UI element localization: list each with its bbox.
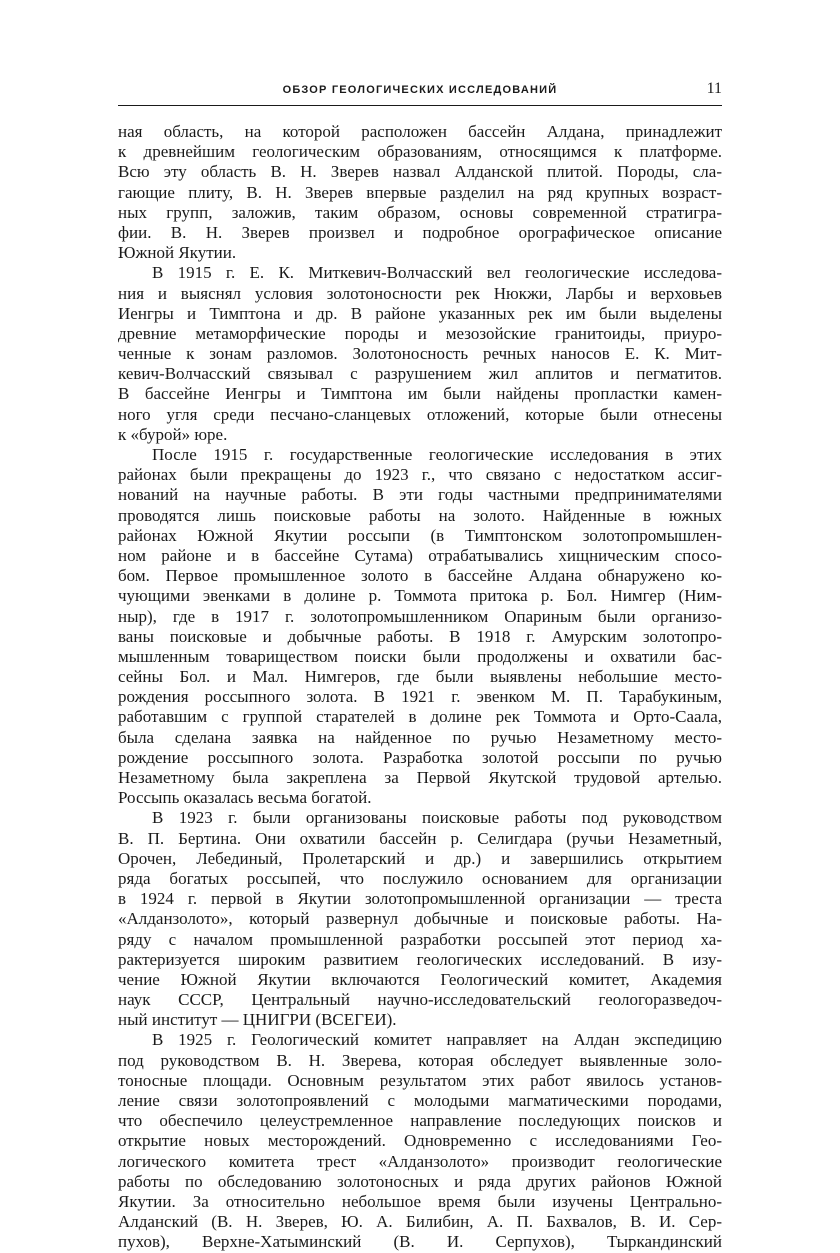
text-line: нований на научные работы. В эти годы частными предпринимателями <box>118 485 722 505</box>
page-number: 11 <box>706 80 722 97</box>
text-line: гающие плиту, В. Н. Зверев впервые разделил на ряд крупных возраст- <box>118 182 722 202</box>
text-line: что обеспечило целеустремленное направление последующих поисков и <box>118 1111 722 1131</box>
running-title: ОБЗОР ГЕОЛОГИЧЕСКИХ ИССЛЕДОВАНИЙ <box>282 84 558 96</box>
text-line: чение Южной Якутии включаются Геологический комитет, Академия <box>118 969 722 989</box>
text-line: ный институт — ЦНИГРИ (ВСЕГЕИ). <box>118 1010 397 1030</box>
text-line: ном районе и в бассейне Сутама) отрабатывались хищническим спосо- <box>118 545 722 565</box>
text-line: Якутии. За относительно небольшое время были изучены Центрально- <box>118 1191 722 1211</box>
text-line: кевич-Волчасский связывал с разрушением жил аплитов и пегматитов. <box>118 364 722 384</box>
text-line: древние метаморфические породы и мезозойские гранитоиды, приуро- <box>118 323 722 343</box>
text-line: бом. Первое промышленное золото в бассейне Алдана обнаружено ко- <box>118 566 722 586</box>
text-line: Южной Якутии. <box>118 243 237 263</box>
text-line: В 1923 г. были организованы поисковые работы под руководством <box>152 808 722 828</box>
text-line: к «бурой» юре. <box>118 424 228 444</box>
text-line: ченные к зонам разломов. Золотоносность речных наносов Е. К. Мит- <box>118 344 722 364</box>
text-line: ныр), где в 1917 г. золотопромышленником Опариным были организо- <box>118 606 722 626</box>
text-line: чующими эвенками в долине р. Томмота притока р. Бол. Нимгер (Ним- <box>118 586 722 606</box>
text-line: В 1915 г. Е. К. Миткевич-Волчасский вел геологические исследова- <box>152 263 722 283</box>
text-line: тоносные площади. Основным результатом этих работ явилось установ- <box>118 1070 722 1090</box>
text-line: к древнейшим геологическим образованиям, относящимся к платформе. <box>118 142 722 162</box>
text-line: логического комитета трест «Алданзолото» производит геологические <box>118 1151 722 1171</box>
text-line: наук СССР, Центральный научно-исследовательский геологоразведоч- <box>118 990 722 1010</box>
text-line: мышленным товариществом поиски были продолжены и охватили бас- <box>118 646 722 666</box>
text-line: ряду с началом промышленной разработки россыпей этот период ха- <box>118 929 722 949</box>
running-head <box>118 74 722 106</box>
text-line: проводятся лишь поисковые работы на золото. Найденные в южных <box>118 505 722 525</box>
text-line: Орочен, Лебединый, Пролетарский и др.) и завершились открытием <box>118 848 722 868</box>
text-line: была сделана заявка на найденное по ручью Незаметному место- <box>118 727 722 747</box>
text-line: рождения россыпного золота. В 1921 г. эвенком М. П. Тарабукиным, <box>118 687 722 707</box>
text-line: ваны поисковые и добычные работы. В 1918 г. Амурским золотопро- <box>118 626 722 646</box>
text-line: сейны Бол. и Мал. Нимгеров, где были выявлены небольшие место- <box>118 667 722 687</box>
text-line: ряда богатых россыпей, что послужило основанием для организации <box>118 868 722 888</box>
text-line: Алданский (В. Н. Зверев, Ю. А. Билибин, А. П. Бахвалов, В. И. Сер- <box>118 1212 722 1232</box>
text-line: в 1924 г. первой в Якутии золотопромышленной организации — треста <box>118 889 722 909</box>
text-line: В бассейне Иенгры и Тимптона им были найдены пропластки камен- <box>118 384 722 404</box>
text-line: районах Южной Якутии россыпи (в Тимптонском золотопромышлен- <box>118 525 722 545</box>
text-line: ление связи золотопроявлений с молодыми магматическими породами, <box>118 1091 722 1110</box>
text-line: ных групп, заложив, таким образом, основы современной стратигра- <box>118 202 722 222</box>
text-line: работы по обследованию золотоносных и ряда других районов Южной <box>118 1171 722 1191</box>
body-text <box>118 122 722 1253</box>
text-line: ная область, на которой расположен бассейн Алдана, принадлежит <box>118 122 722 141</box>
text-line: фии. В. Н. Зверев произвел и подробное орографическое описание <box>118 222 722 242</box>
text-line: открытие новых месторождений. Одновременно с исследованиями Гео- <box>118 1131 722 1151</box>
text-line: В. П. Бертина. Они охватили бассейн р. Селигдара (ручьи Незаметный, <box>118 828 722 848</box>
text-line: «Алданзолото», который развернул добычные и поисковые работы. На- <box>118 909 722 929</box>
text-line: ния и выяснял условия золотоносности рек Нюкжи, Ларбы и верховьев <box>118 283 722 303</box>
text-line: рактеризуется широким развитием геологических исследований. В изу- <box>118 949 722 969</box>
text-line: Всю эту область В. Н. Зверев назвал Алданской плитой. Породы, сла- <box>118 162 722 182</box>
text-line: Незаметному была закреплена за Первой Якутской трудовой артелью. <box>118 768 722 787</box>
text-line: После 1915 г. государственные геологические исследования в этих <box>152 445 722 464</box>
text-line: пухов), Верхне-Хатыминский (В. И. Серпухов), Тыркандинский <box>118 1232 722 1252</box>
text-line: В 1925 г. Геологический комитет направляет на Алдан экспедицию <box>152 1030 722 1050</box>
text-line: ного угля среди песчано-сланцевых отложений, которые были отнесены <box>118 404 722 424</box>
text-line: работавшим с группой старателей в долине рек Томмота и Орто-Саала, <box>118 707 722 727</box>
text-line: районах были прекращены до 1923 г., что связано с недостатком ассиг- <box>118 465 722 485</box>
text-line: рождение россыпного золота. Разработка золотой россыпи по ручью <box>118 747 722 767</box>
text-line: Россыпь оказалась весьма богатой. <box>118 788 372 808</box>
text-line: под руководством В. Н. Зверева, которая обследует выявленные золо- <box>118 1050 722 1070</box>
text-line: Иенгры и Тимптона и др. В районе указанных рек им были выделены <box>118 303 722 323</box>
